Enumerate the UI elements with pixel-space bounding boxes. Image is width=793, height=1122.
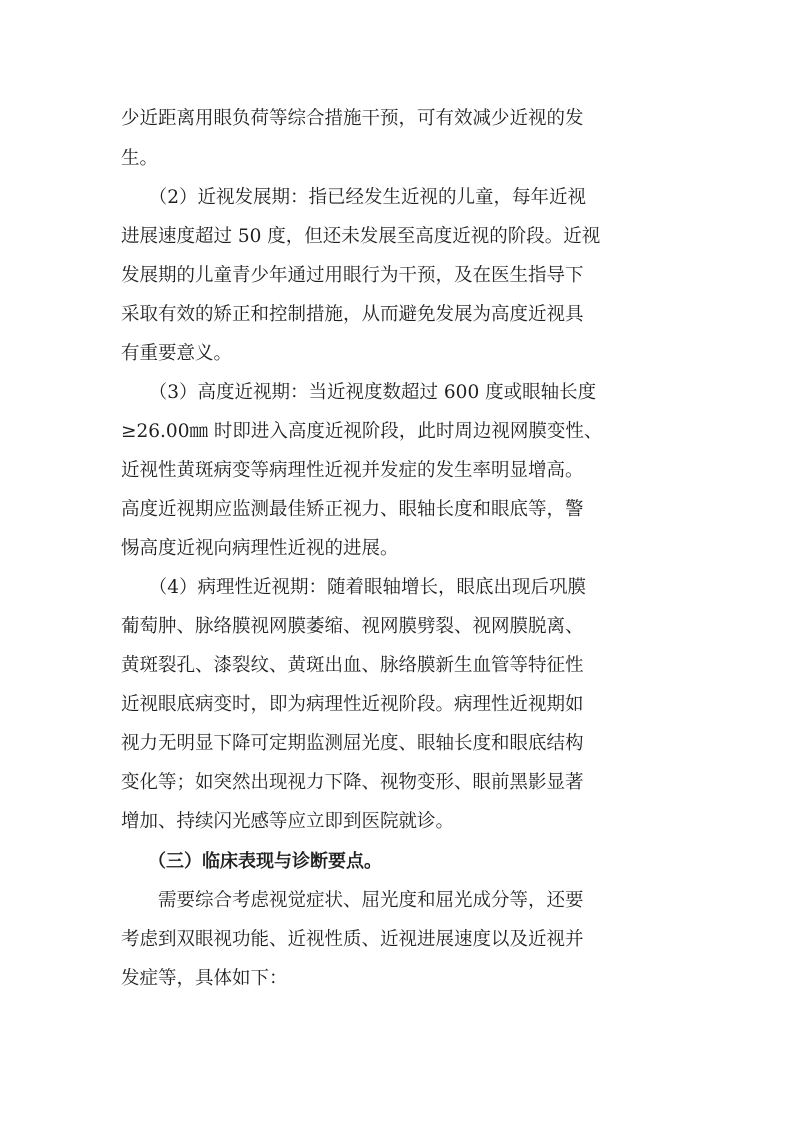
body-line: 黄斑裂孔、漆裂纹、黄斑出血、脉络膜新生血管等特征性 xyxy=(121,655,584,676)
paragraph-line: （2）近视发展期：指已经发生近视的儿童，每年近视 xyxy=(121,187,587,208)
section-heading: （三）临床表现与诊断要点。 xyxy=(121,851,382,872)
body-line: 高度近视期应监测最佳矫正视力、眼轴长度和眼底等，警 xyxy=(121,499,584,520)
body-line: 进展速度超过 50 度，但还未发展至高度近视的阶段。近视 xyxy=(121,226,601,247)
body-line: 增加、持续闪光感等应立即到医院就诊。 xyxy=(121,811,455,832)
paragraph-line: （3）高度近视期：当近视度数超过 600 度或眼轴长度 xyxy=(121,382,597,403)
body-line: 葡萄肿、脉络膜视网膜萎缩、视网膜劈裂、视网膜脱离、 xyxy=(121,616,584,637)
body-line: 近视性黄斑病变等病理性近视并发症的发生率明显增高。 xyxy=(121,460,584,481)
body-line: 变化等；如突然出现视力下降、视物变形、眼前黑影显著 xyxy=(121,772,584,793)
body-line: 生。 xyxy=(121,148,159,169)
body-line: 惕高度近视向病理性近视的进展。 xyxy=(121,538,399,559)
paragraph-line: （4）病理性近视期：随着眼轴增长，眼底出现后巩膜 xyxy=(121,577,587,598)
body-line: ≥26.00㎜ 时即进入高度近视阶段，此时周边视网膜变性、 xyxy=(121,421,603,442)
body-line: 发展期的儿童青少年通过用眼行为干预，及在医生指导下 xyxy=(121,265,584,286)
body-line: 视力无明显下降可定期监测屈光度、眼轴长度和眼底结构 xyxy=(121,733,584,754)
body-line: 近视眼底病变时，即为病理性近视阶段。病理性近视期如 xyxy=(121,694,584,715)
body-line: 有重要意义。 xyxy=(121,343,233,364)
paragraph-line: 需要综合考虑视觉症状、屈光度和屈光成分等，还要 xyxy=(121,890,584,911)
body-line: 发症等，具体如下： xyxy=(121,968,288,989)
body-line: 考虑到双眼视功能、近视性质、近视进展速度以及近视并 xyxy=(121,929,584,950)
body-line: 采取有效的矫正和控制措施，从而避免发展为高度近视具 xyxy=(121,304,584,325)
body-line: 少近距离用眼负荷等综合措施干预，可有效减少近视的发 xyxy=(121,108,584,129)
